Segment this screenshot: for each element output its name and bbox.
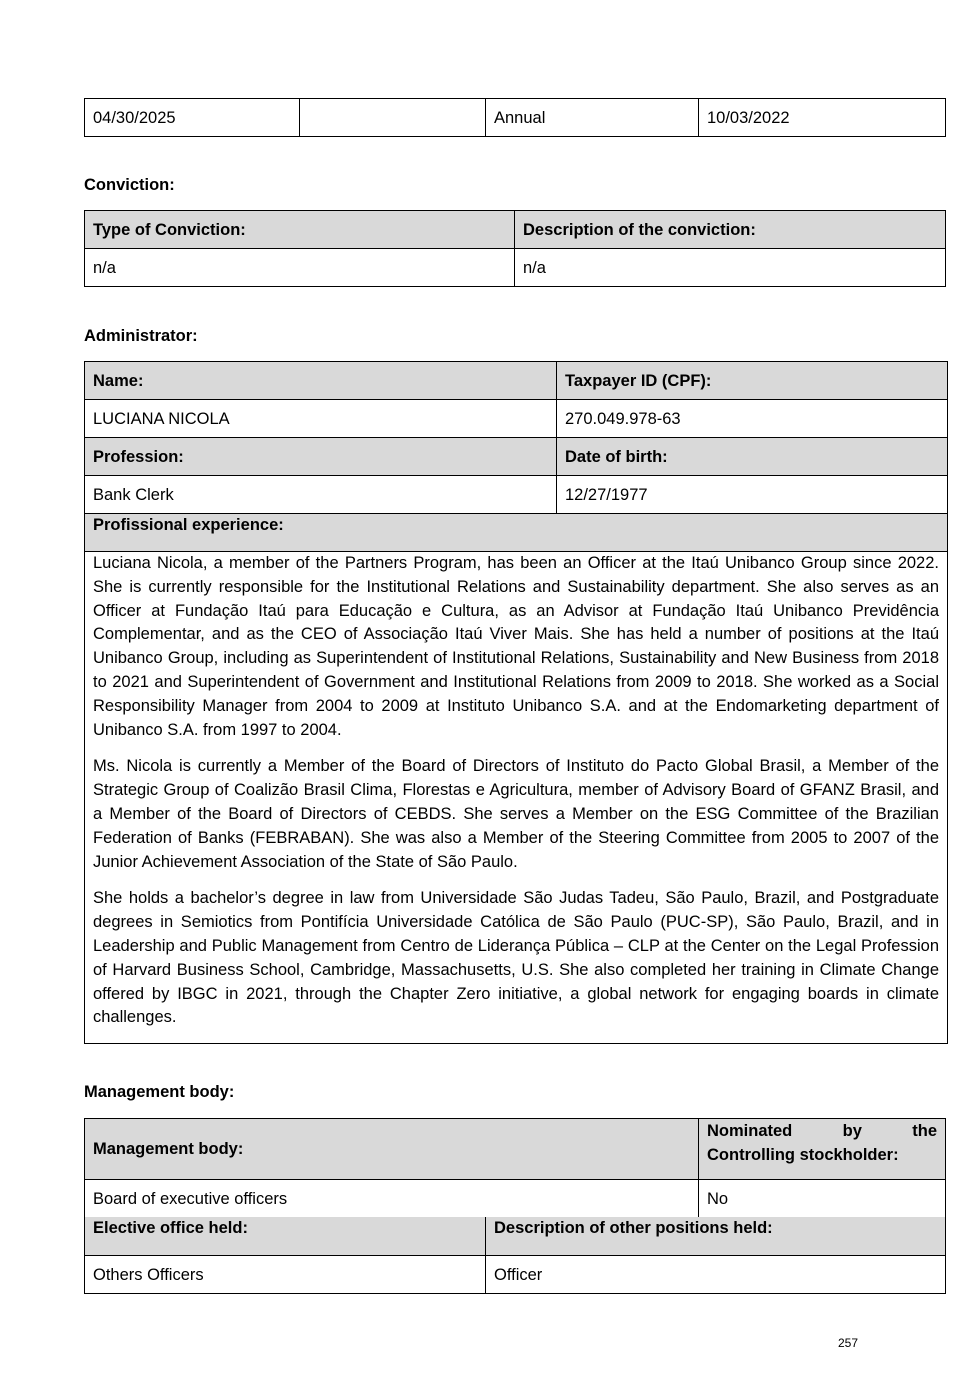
- management-table-bottom: [84, 1217, 946, 1294]
- administrator-label: Administrator:: [84, 327, 198, 345]
- administrator-table: [84, 361, 948, 1044]
- profession-header: Profession:: [85, 438, 557, 476]
- page-number: 257: [838, 1336, 859, 1350]
- dob-header: Date of birth:: [557, 438, 948, 476]
- nominated-value: No: [699, 1180, 946, 1218]
- profession-value: Bank Clerk: [85, 476, 557, 514]
- nominated-header: Nominated by the Controlling stockholder:: [699, 1119, 946, 1180]
- election-date: 10/03/2022: [699, 99, 946, 137]
- term-end-date: 04/30/2025: [85, 99, 300, 137]
- elective-office-header: Elective office held:: [85, 1217, 486, 1255]
- experience-body: [85, 552, 948, 1044]
- conviction-table: [84, 210, 946, 287]
- cpf-header: Taxpayer ID (CPF):: [557, 362, 948, 400]
- cpf-value: 270.049.978-63: [557, 400, 948, 438]
- conviction-label: Conviction:: [84, 176, 175, 194]
- experience-header: Profissional experience:: [85, 514, 948, 552]
- elective-office-value: Others Officers: [85, 1255, 486, 1293]
- experience-paragraph: Ms. Nicola is currently a Member of the Board of Directors of Instituto do Pacto Global Brasil, a Member of the Strategic Group of Coalizão Brasil Clima, Florestas e Agricultura, member of Advisory Board of GFANZ Brasil, and a Member of the Board of Directors of CEBDS. She serves a Member on the ESG Committee of the Brazilian Federation of Banks (FEBRABAN). She was also a Member of the Steering Committee from 2005 to 2007 of the Junior Achievement Association of the State of São Paulo.: [93, 757, 939, 871]
- name-value: LUCIANA NICOLA: [85, 400, 557, 438]
- management-body-label: Management body:: [84, 1083, 235, 1101]
- conviction-desc-header: Description of the conviction:: [515, 211, 946, 249]
- management-body-value: Board of executive officers: [85, 1180, 699, 1218]
- experience-paragraph: Luciana Nicola, a member of the Partners Program, has been an Officer at the Itaú Unibanco Group since 2022. She is currently responsible for the Institutional Relations and Sustainability department. She also serves as an Officer at Fundação Itaú para Educação e Cultura, as an Advisor at Fundação Itaú Unibanco Previdência Complementar, and as the CEO of Associação Itaú Viver Mais. She has held a number of positions at the Itaú Unibanco Group, including as Superintendent of Institutional Relations, Sustainability and New Business from 2018 to 2021 and Superintendent of Government and Institutional Relations from 2009 to 2018. She worked as a Social Responsibility Manager from 2004 to 2009 at Instituto Unibanco S.A. and at the Endomarketing department of Unibanco S.A. from 1997 to 2004.: [93, 554, 939, 739]
- term-type: Annual: [486, 99, 699, 137]
- name-header: Name:: [85, 362, 557, 400]
- term-empty-cell: [300, 99, 486, 137]
- conviction-desc-value: n/a: [515, 249, 946, 287]
- other-positions-value: Officer: [486, 1255, 946, 1293]
- dob-value: 12/27/1977: [557, 476, 948, 514]
- other-positions-header: Description of other positions held:: [486, 1217, 946, 1255]
- conviction-type-value: n/a: [85, 249, 515, 287]
- conviction-type-header: Type of Conviction:: [85, 211, 515, 249]
- management-body-header: Management body:: [85, 1119, 699, 1180]
- management-table-top: [84, 1118, 946, 1218]
- experience-paragraph: She holds a bachelor’s degree in law from Universidade São Judas Tadeu, São Paulo, Brazil, and Postgraduate degrees in Semiotics from Pontifícia Universidade Católica de São Paulo (PUC-SP), São Paulo, Brazil, and in Leadership and Public Management from Centro de Liderança Pública – CLP at the Center on the Legal Profession of Harvard Business School, Cambridge, Massachusetts, U.S. She also completed her training in Climate Change offered by IBGC in 2021, through the Chapter Zero initiative, a global network for engaging boards in climate challenges.: [93, 889, 939, 1027]
- term-table: [84, 98, 946, 137]
